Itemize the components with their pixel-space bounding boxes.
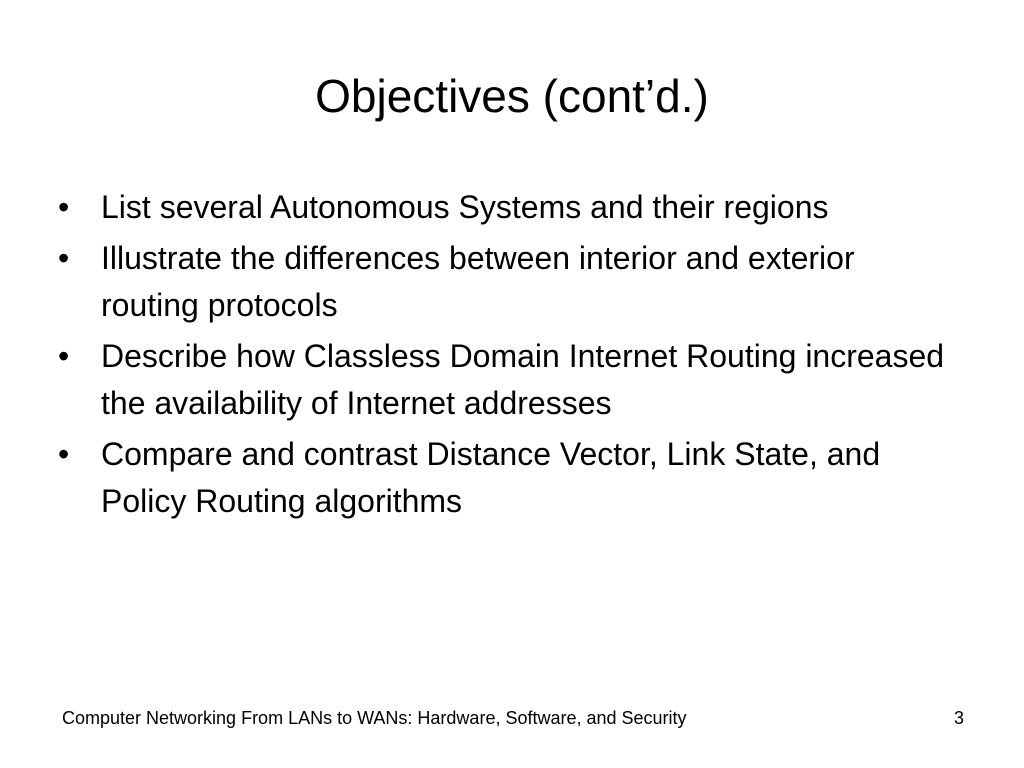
page-number: 3 bbox=[953, 708, 964, 728]
bullet-item bbox=[58, 431, 958, 525]
bullet-item bbox=[58, 184, 958, 231]
bullet-icon: • bbox=[58, 189, 70, 225]
bullet-list bbox=[58, 184, 958, 529]
bullet-icon: • bbox=[58, 436, 70, 472]
bullet-text: Illustrate the differences between interior and exterior routing protocols bbox=[101, 240, 855, 323]
slide-title: Objectives (cont’d.) bbox=[315, 70, 709, 122]
bullet-text: List several Autonomous Systems and their regions bbox=[101, 189, 829, 225]
bullet-icon: • bbox=[58, 240, 70, 276]
bullet-text: Compare and contrast Distance Vector, Link State, and Policy Routing algorithms bbox=[101, 436, 881, 519]
bullet-item bbox=[58, 235, 958, 329]
bullet-text: Describe how Classless Domain Internet Routing increased the availability of Internet addresses bbox=[101, 338, 945, 421]
footer-text: Computer Networking From LANs to WANs: Hardware, Software, and Security bbox=[62, 708, 687, 728]
bullet-icon: • bbox=[58, 338, 70, 374]
bullet-item bbox=[58, 333, 958, 427]
